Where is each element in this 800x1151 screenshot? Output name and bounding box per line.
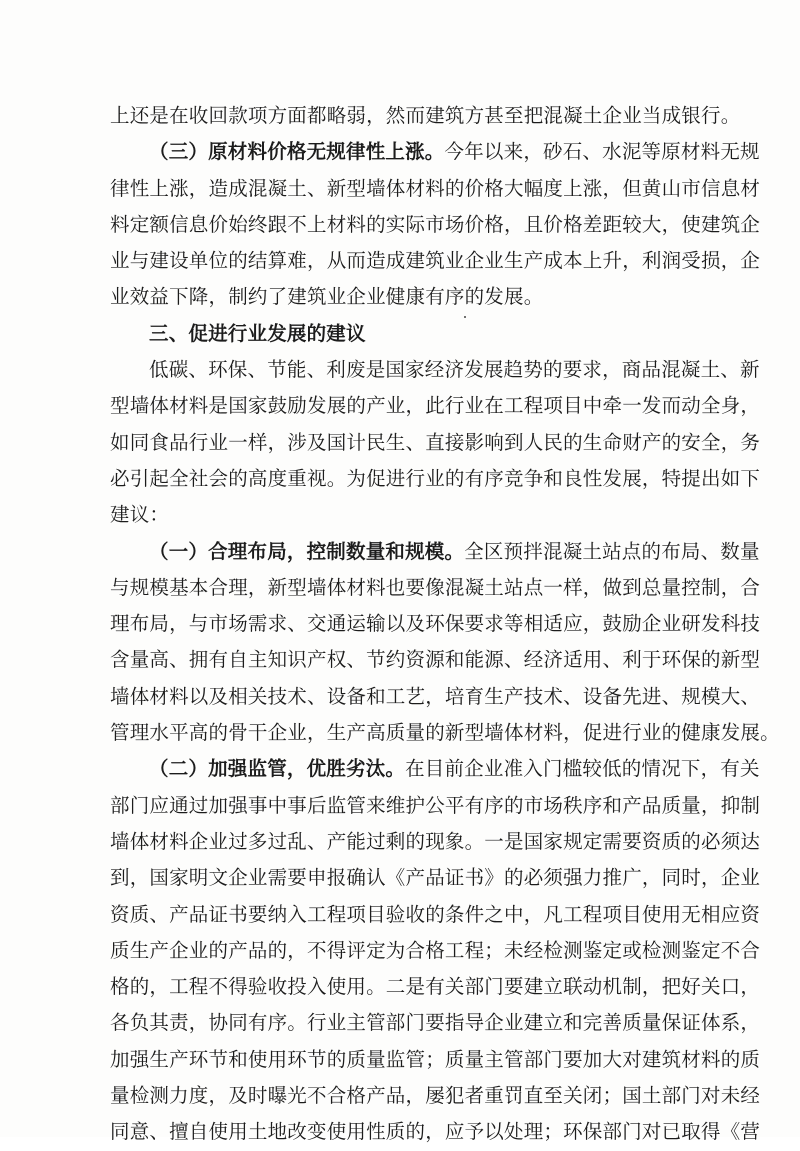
line-text: 与规模基本合理，新型墙体材料也要像混凝土站点一样，做到总量控制，合 [110,575,761,599]
paragraph-line [110,788,761,824]
chapter-heading: 三、促进行业发展的建议 [149,321,366,345]
line-text: 格的，工程不得验收投入使用。二是有关部门要建立联动机制，把好关口， [110,975,761,999]
paragraph-line [110,279,738,315]
paragraph-line [110,751,760,787]
line-text: 全区预拌混凝土站点的布局、数量 [464,539,760,563]
paragraph-line [110,134,760,170]
paragraph-line [110,243,761,279]
paragraph-line [110,425,761,461]
line-text: 业效益下降，制约了建筑业企业健康有序的发展。 [110,285,544,309]
line-text: 必引起全社会的高度重视。为促进行业的有序竞争和良性发展，特提出如下 [110,466,761,490]
line-text: 墙体材料企业过多过乱、产能过剩的现象。一是国家规定需要资质的必须达 [110,829,761,853]
paragraph-line [110,715,780,751]
line-text: 建议： [110,503,170,527]
section-heading: （二）加强监管，优胜劣汰。 [149,757,406,781]
line-text: 型墙体材料是国家鼓励发展的产业，此行业在工程项目中牵一发而动全身， [110,394,761,418]
line-text: 同意、擅自使用土地改变使用性质的，应予以处理；环保部门对已取得《营 [110,1120,761,1144]
paragraph-line [110,642,761,678]
paragraph-line [110,497,738,533]
paragraph-line [110,570,761,606]
line-text: 各负其责，协同有序。行业主管部门要指导企业建立和完善质量保证体系， [110,1011,761,1035]
line-text: 今年以来，砂石、水泥等原材料无规 [444,140,760,164]
line-text: 质生产企业的产品的，不得评定为合格工程；未经检测鉴定或检测鉴定不合 [110,938,761,962]
line-text: 资质、产品证书要纳入工程项目验收的条件之中，凡工程项目使用无相应资 [110,902,761,926]
paragraph-line [110,207,761,243]
line-text: 含量高、拥有自主知识产权、节约资源和能源、经济适用、利于环保的新型 [110,648,761,672]
paragraph-line [110,461,761,497]
paragraph-line [110,171,761,207]
paragraph-line [110,534,760,570]
paragraph-line [110,824,761,860]
section-heading: （三）原材料价格无规律性上涨。 [149,140,445,164]
line-text: 部门应通过加强事中事后监管来维护公平有序的市场秩序和产品质量，抑制 [110,793,761,817]
paragraph-line [110,860,761,896]
document-body [110,98,780,1151]
line-text: 上还是在收回款项方面都略弱，然而建筑方甚至把混凝土企业当成银行。 [110,104,741,127]
paragraph-line [110,1042,761,1078]
paragraph-line [110,679,761,715]
line-text: 律性上涨，造成混凝土、新型墙体材料的价格大幅度上涨，但黄山市信息材 [110,176,761,200]
paragraph-line [110,352,760,388]
line-text: 如同食品行业一样，涉及国计民生、直接影响到人民的生命财产的安全，务 [110,430,761,454]
paragraph-line [110,969,761,1005]
paragraph-line [110,316,738,352]
line-text: 到，国家明文企业需要申报确认《产品证书》的必须强力推广，同时，企业 [110,866,761,890]
paragraph-line [110,933,761,969]
paragraph-line [110,1114,761,1150]
section-heading: （一）合理布局，控制数量和规模。 [149,539,465,563]
line-text: 低碳、环保、节能、利废是国家经济发展趋势的要求，商品混凝土、新 [149,358,760,382]
paragraph-line [110,606,761,642]
paragraph-line [110,1005,761,1041]
line-text: 料定额信息价始终跟不上材料的实际市场价格，且价格差距较大，使建筑企 [110,212,761,236]
line-text: 理布局，与市场需求、交通运输以及环保要求等相适应，鼓励企业研发科技 [110,612,761,636]
line-text: 管理水平高的骨干企业，生产高质量的新型墙体材料，促进行业的健康发展。 [110,721,780,745]
paragraph-line [110,897,761,933]
paragraph-line [110,1078,761,1114]
paragraph-line [110,98,741,134]
line-text: 业与建设单位的结算难，从而造成建筑业企业生产成本上升，利润受损，企 [110,249,761,273]
line-text: 在目前企业准入门槛较低的情况下，有关 [405,757,760,781]
paragraph-line [110,388,761,424]
line-text: 量检测力度，及时曝光不合格产品，屡犯者重罚直至关闭；国土部门对未经 [110,1084,761,1108]
line-text: 墙体材料以及相关技术、设备和工艺，培育生产技术、设备先进、规模大、 [110,684,761,708]
line-text: 加强生产环节和使用环节的质量监管；质量主管部门要加大对建筑材料的质 [110,1047,761,1071]
